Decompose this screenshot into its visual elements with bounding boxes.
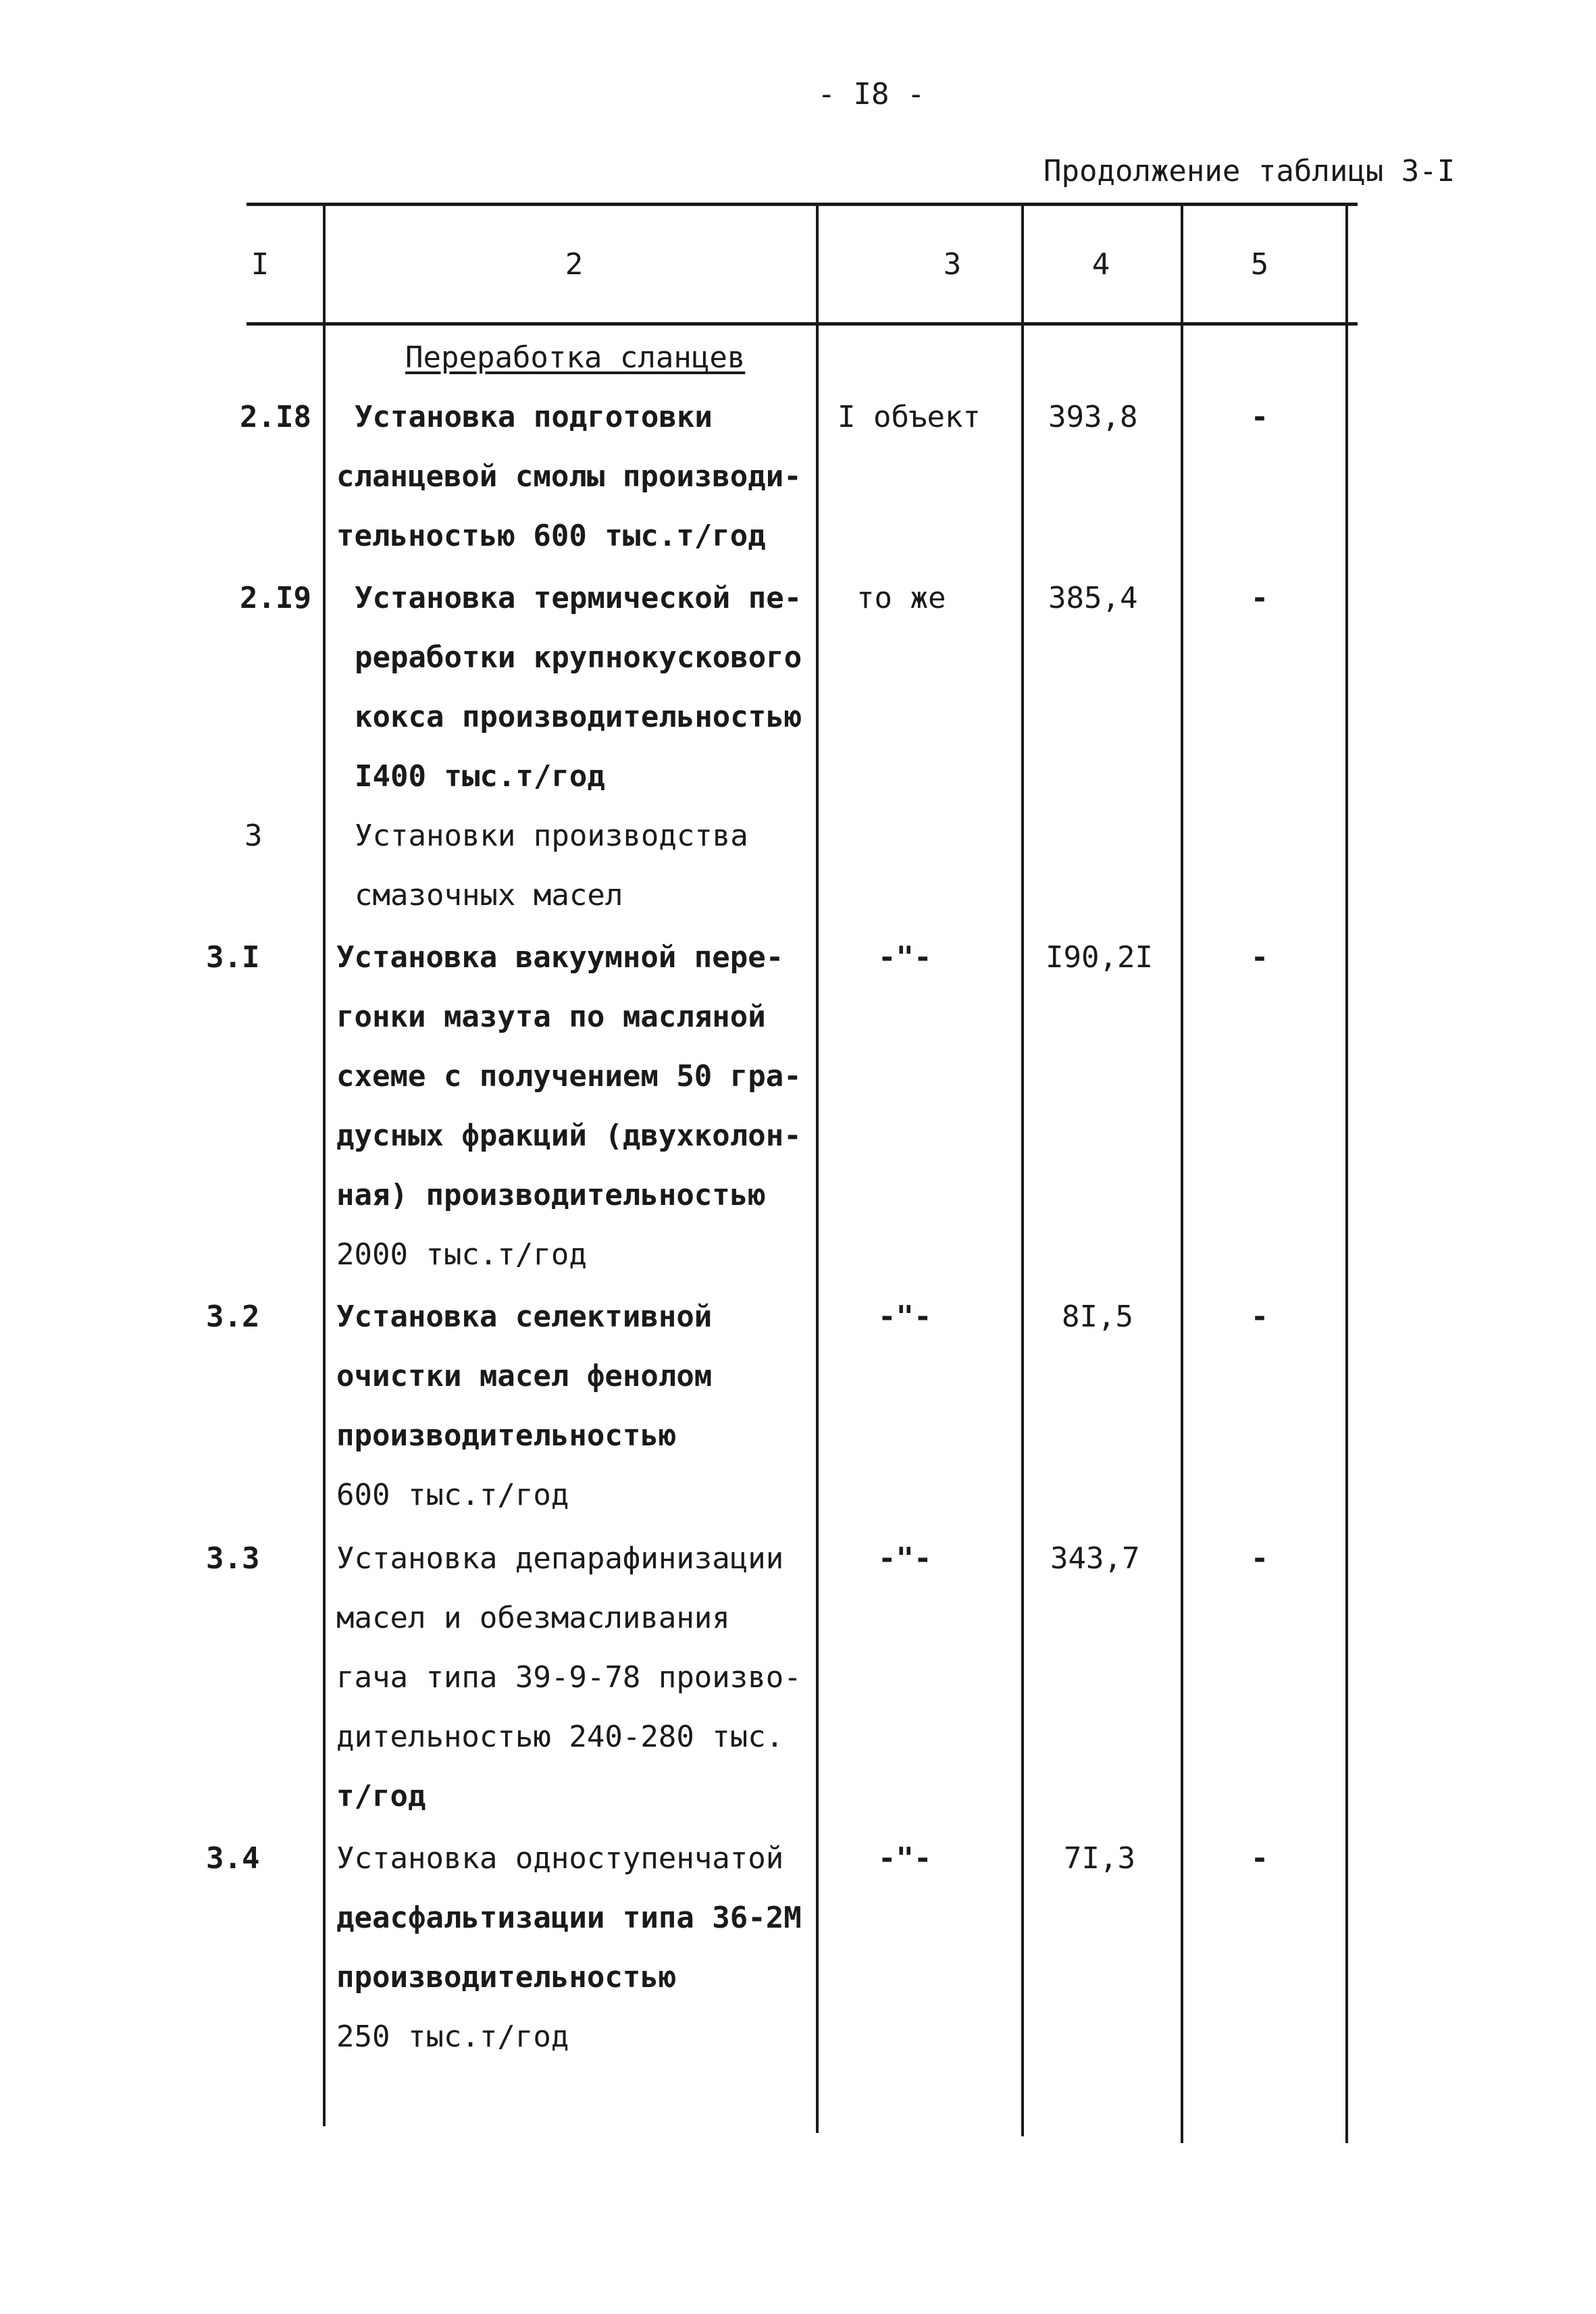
column-divider-1 [323, 205, 326, 2126]
row-col5: - [1250, 940, 1269, 975]
row-col5: - [1250, 400, 1269, 434]
row-description-line: производительностью [336, 1960, 677, 1995]
header-col-4: 4 [1091, 247, 1110, 282]
row-col5: - [1250, 1541, 1269, 1576]
section-heading: Переработка сланцев [405, 340, 746, 375]
row-description-line: реработки крупнокускового [355, 640, 802, 675]
row-description-line: Установка вакуумной пере- [336, 940, 784, 975]
header-col-1: I [251, 247, 269, 282]
row-value: 7I,3 [1064, 1841, 1135, 1876]
row-description-line: ная) производительностью [336, 1178, 766, 1212]
row-description-line: кокса производительностью [355, 700, 802, 734]
column-divider-4 [1181, 205, 1183, 2143]
row-description-line: I400 тыс.т/год [355, 759, 605, 794]
row-description-line: Установка депарафинизации [336, 1541, 784, 1576]
row-value: 393,8 [1048, 400, 1138, 434]
row-description-line: 600 тыс.т/год [336, 1478, 569, 1512]
row-description-line: деасфальтизации типа 36-2М [336, 1901, 802, 1935]
row-value: 8I,5 [1062, 1300, 1133, 1334]
row-description-line: тельностью 600 тыс.т/год [336, 519, 766, 553]
column-divider-2 [816, 205, 819, 2133]
row-value: 385,4 [1048, 581, 1138, 615]
row-description-line: смазочных масел [355, 878, 623, 912]
row-description-line: гонки мазута по масляной [336, 1000, 766, 1034]
table-top-rule [247, 203, 1358, 206]
header-bottom-rule [247, 322, 1358, 326]
row-number: 3.I [206, 940, 260, 975]
row-number: 3.3 [206, 1541, 260, 1576]
row-number: 3.4 [206, 1841, 260, 1876]
row-unit: -"- [878, 1300, 932, 1334]
header-col-3: 3 [943, 247, 962, 282]
row-number: 2.I8 [240, 400, 311, 434]
row-description-line: Установка подготовки [355, 400, 713, 434]
row-description-line: гача типа 39-9-78 произво- [336, 1660, 802, 1695]
row-description-line: Установка одноступенчатой [336, 1841, 784, 1876]
row-description-line: дительностью 240-280 тыс. [336, 1720, 784, 1754]
row-description-line: 250 тыс.т/год [336, 2020, 569, 2054]
row-number: 2.I9 [240, 581, 311, 615]
row-description-line: Установка термической пе- [355, 581, 802, 615]
row-number: 3 [244, 819, 263, 853]
column-divider-3 [1021, 205, 1024, 2136]
header-col-5: 5 [1250, 247, 1269, 282]
row-description-line: 2000 тыс.т/год [336, 1237, 587, 1272]
page-number: - I8 - [817, 77, 925, 111]
row-description-line: схеме с получением 50 гра- [336, 1059, 802, 1094]
row-description-line: т/год [336, 1779, 426, 1814]
row-unit: I объект [838, 400, 981, 434]
row-unit: -"- [878, 1541, 932, 1576]
row-description-line: Установка селективной [336, 1300, 713, 1334]
row-number: 3.2 [206, 1300, 260, 1334]
row-unit: то же [856, 581, 946, 615]
header-col-2: 2 [565, 247, 584, 282]
row-description-line: дусных фракций (двухколон- [336, 1119, 802, 1153]
row-description-line: масел и обезмасливания [336, 1601, 730, 1635]
row-col5: - [1250, 581, 1269, 615]
row-description-line: Установки производства [355, 819, 748, 853]
column-divider-5 [1345, 205, 1348, 2143]
row-unit: -"- [878, 1841, 932, 1876]
row-value: I90,2I [1046, 940, 1153, 975]
row-value: 343,7 [1050, 1541, 1140, 1576]
row-col5: - [1250, 1841, 1269, 1876]
row-description-line: сланцевой смолы производи- [336, 459, 802, 494]
table-continuation-caption: Продолжение таблицы 3-I [1044, 154, 1456, 188]
row-unit: -"- [878, 940, 932, 975]
row-col5: - [1250, 1300, 1269, 1334]
row-description-line: производительностью [336, 1418, 677, 1453]
row-description-line: очистки масел фенолом [336, 1359, 713, 1393]
